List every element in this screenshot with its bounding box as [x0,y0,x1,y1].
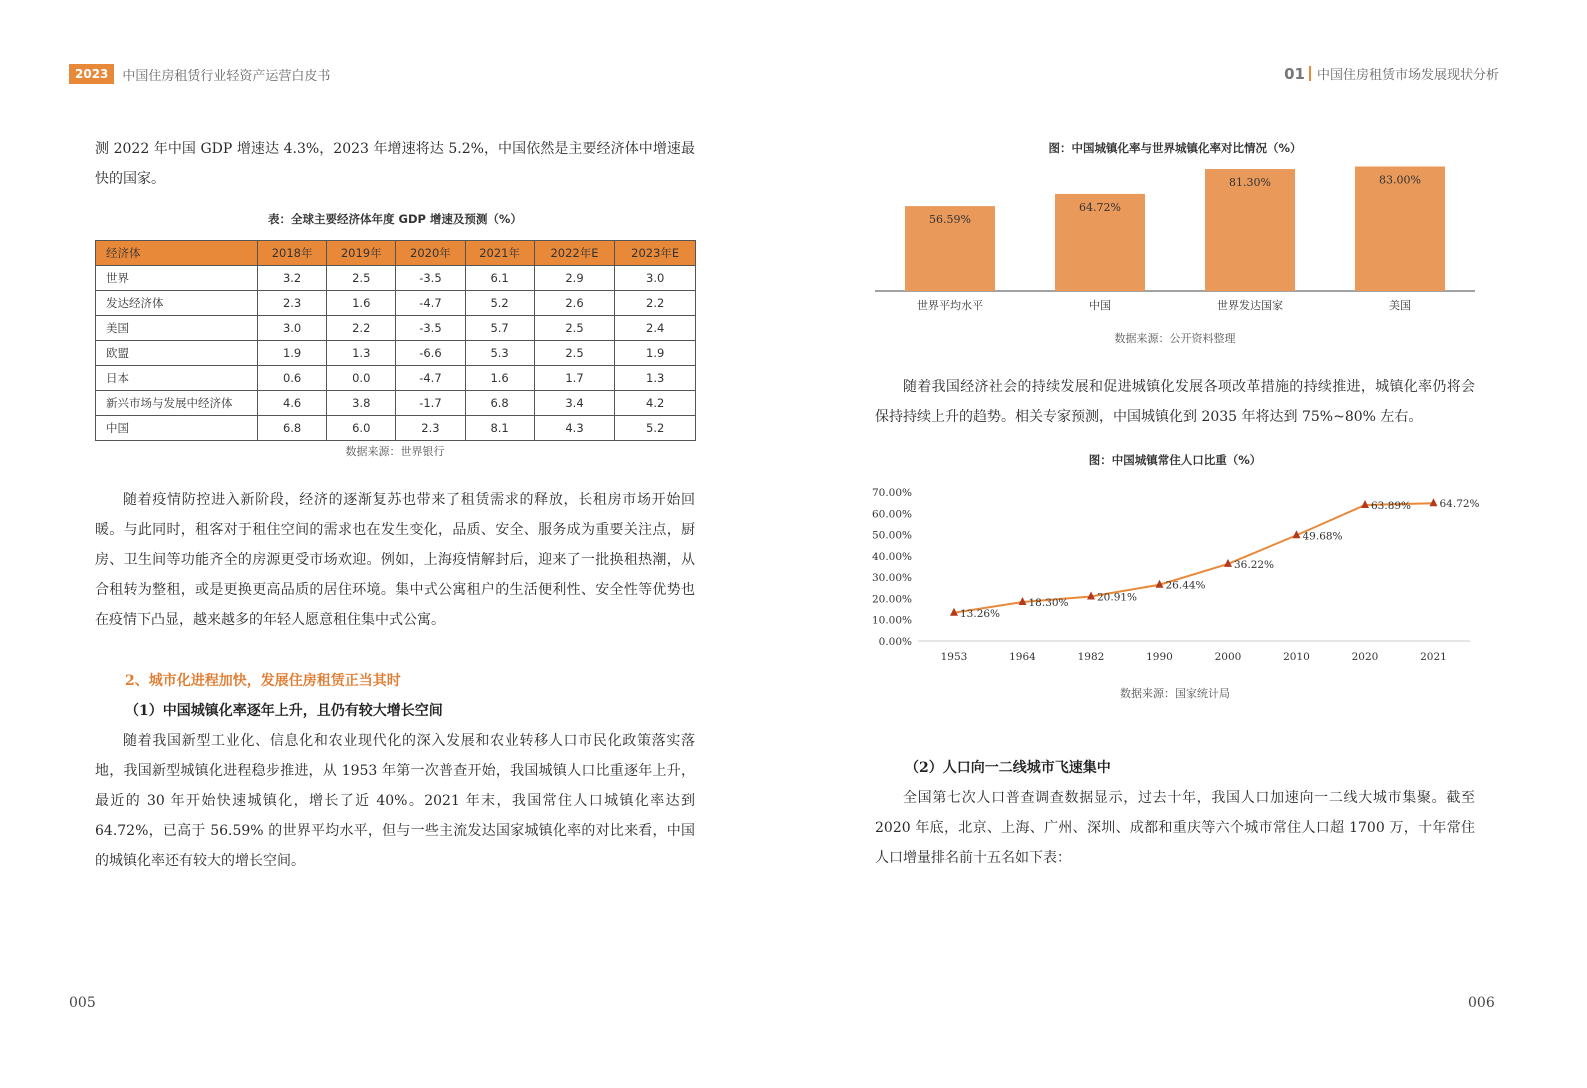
y-tick-label: 70.00% [871,487,912,499]
table-cell: -1.7 [396,391,465,416]
chart2-source: 数据来源：国家统计局 [1120,687,1230,700]
table-cell: 2.3 [396,416,465,441]
paragraph: 全国第七次人口普查调查数据显示，过去十年，我国人口加速向一二线大城市集聚。截至 2020 年底，北京、上海、广州、深圳、成都和重庆等六个城市常住人口超 1700 万，十年常住人口增量排名前十五名如下表： [875,790,1475,866]
chart1-source: 数据来源：公开资料整理 [1114,332,1236,345]
y-tick-label: 40.00% [871,550,912,563]
table-caption: 表：全球主要经济体年度 GDP 增速及预测（%） [268,212,522,226]
data-label: 49.68% [1302,530,1343,543]
table-header-row [96,241,696,266]
table-row [96,366,696,391]
table-cell: 5.7 [465,316,534,341]
x-tick-label: 1982 [1077,651,1105,663]
paragraph: 随着我国经济社会的持续发展和促进城镇化发展各项改革措施的持续推进，城镇化率仍将会保持持续上升的趋势。相关专家预测，中国城镇化到 2035 年将达到 75%~80% 左右。 [875,379,1475,425]
y-tick-label: 30.00% [871,572,912,585]
header-right [1284,64,1499,83]
table-cell: 0.0 [327,366,396,391]
table-cell: 2.3 [258,291,327,316]
x-tick-label: 1964 [1009,651,1036,663]
table-row [96,341,696,366]
table-cell: 1.9 [615,341,696,366]
table-cell: 1.7 [534,366,615,391]
table-cell: 2.4 [615,316,696,341]
x-tick-label: 1953 [940,651,968,663]
table-cell: 3.0 [615,266,696,291]
table-cell: 1.6 [465,366,534,391]
section-number: 01 [1284,64,1305,83]
table-cell: 美国 [96,316,258,341]
table-cell: 8.1 [465,416,534,441]
chart2-caption: 图：中国城镇常住人口比重（%） [1088,453,1262,467]
table-header-cell: 经济体 [96,241,258,266]
table-cell: 2.5 [327,266,396,291]
category-label: 中国 [1089,299,1111,312]
gdp-table [95,240,696,441]
table-cell: 5.3 [465,341,534,366]
section-heading: 2、城市化进程加快，发展住房租赁正当其时 [125,673,401,689]
sub-heading: （2）人口向一二线城市飞速集中 [905,760,1111,776]
table-cell: -4.7 [396,366,465,391]
data-label: 63.89% [1371,500,1412,513]
line-chart [860,478,1490,673]
table-cell: 4.2 [615,391,696,416]
left-page-intro [95,134,695,194]
table-cell: 2.5 [534,316,615,341]
header-left [69,64,330,84]
data-label: 83.00% [1379,173,1421,187]
table-cell: 2.6 [534,291,615,316]
table-cell: 2.2 [327,316,396,341]
y-tick-label: 10.00% [871,614,912,627]
table-cell: -3.5 [396,266,465,291]
x-tick-label: 2020 [1351,651,1379,663]
category-label: 世界发达国家 [1217,299,1283,312]
document-title: 中国住房租赁行业轻资产运营白皮书 [122,68,331,84]
table-cell: -6.6 [396,341,465,366]
table-row [96,391,696,416]
table-cell: 2.9 [534,266,615,291]
table-cell: 6.1 [465,266,534,291]
chart1-caption: 图：中国城镇化率与世界城镇化率对比情况（%） [1048,141,1302,155]
page-number-left: 005 [69,995,96,1011]
y-tick-label: 0.00% [878,636,912,648]
table-cell: 5.2 [615,416,696,441]
page-number-right: 006 [1468,995,1495,1011]
left-paragraph-3-wrap [95,726,695,876]
table-cell: 6.8 [258,416,327,441]
table-cell: 2.2 [615,291,696,316]
header-divider [1309,66,1311,81]
table-cell: 2.5 [534,341,615,366]
table-cell: 4.3 [534,416,615,441]
table-header-cell: 2018年 [258,241,327,266]
y-tick-label: 60.00% [871,508,912,521]
table-cell: 1.6 [327,291,396,316]
sub-heading-wrap [125,700,725,720]
data-point-marker [1430,498,1438,506]
data-label: 36.22% [1234,558,1275,571]
y-tick-label: 50.00% [871,529,912,542]
table-cell: 1.9 [258,341,327,366]
table-cell: 1.3 [615,366,696,391]
gdp-table-wrap [95,240,695,441]
table-cell: 0.6 [258,366,327,391]
data-label: 64.72% [1079,200,1121,214]
table-header-cell: 2021年 [465,241,534,266]
table-cell: 6.0 [327,416,396,441]
x-tick-label: 2000 [1214,651,1242,663]
right-sub-heading-wrap [905,757,1505,777]
table-row [96,291,696,316]
right-paragraph-1-wrap [875,372,1475,432]
table-source: 数据来源：世界银行 [345,445,445,458]
table-row [96,266,696,291]
table-cell: -4.7 [396,291,465,316]
table-row [96,316,696,341]
data-label: 18.30% [1028,597,1069,610]
paragraph: 随着疫情防控进入新阶段，经济的逐渐复苏也带来了租赁需求的释放，长租房市场开始回暖。与此同时，租客对于租住空间的需求也在发生变化，品质、安全、服务成为重要关注点，厨房、卫生间等功能齐全的房源更受市场欢迎。例如，上海疫情解封后，迎来了一批换租热潮，从合租转为整租，或是更换更高品质的居住环境。集中式公寓租户的生活便利性、安全性等优势也在疫情下凸显，越来越多的年轻人愿意租住集中式公寓。 [95,492,695,628]
bar-chart [870,160,1480,320]
table-cell: 日本 [96,366,258,391]
table-cell: 4.6 [258,391,327,416]
table-cell: 世界 [96,266,258,291]
y-tick-label: 20.00% [871,593,912,606]
table-cell: 6.8 [465,391,534,416]
table-cell: 3.8 [327,391,396,416]
right-paragraph-2-wrap [875,783,1475,873]
table-cell: 3.0 [258,316,327,341]
data-label: 26.44% [1165,579,1206,592]
table-cell: 3.4 [534,391,615,416]
intro-paragraph: 测 2022 年中国 GDP 增速达 4.3%，2023 年增速将达 5.2%，中国依然是主要经济体中增速最快的国家。 [95,141,695,187]
series-line [954,503,1434,613]
data-label: 64.72% [1439,498,1480,511]
left-paragraph-2-wrap [95,485,695,635]
section-heading-wrap [125,670,725,690]
table-header-cell: 2023年E [615,241,696,266]
table-cell: 3.2 [258,266,327,291]
paragraph: 随着我国新型工业化、信息化和农业现代化的深入发展和农业转移人口市民化政策落实落地，我国新型城镇化进程稳步推进，从 1953 年第一次普查开始，我国城镇人口比重逐年上升，最近的 30 年开始快速城镇化，增长了近 40%。2021 年末，我国常住人口城镇化率达到 64.72%，已高于 56.59% 的世界平均水平，但与一些主流发达国家城镇化率的对比来看，中国的城镇化率还有较大的增长空间。 [95,733,695,869]
table-cell: -3.5 [396,316,465,341]
category-label: 世界平均水平 [917,299,983,312]
data-label: 56.59% [929,213,971,227]
section-title: 中国住房租赁市场发展现状分析 [1316,68,1499,83]
table-cell: 发达经济体 [96,291,258,316]
year-badge: 2023 [69,64,114,84]
table-cell: 中国 [96,416,258,441]
table-cell: 5.2 [465,291,534,316]
table-cell: 新兴市场与发展中经济体 [96,391,258,416]
table-row [96,416,696,441]
x-tick-label: 2021 [1420,651,1447,663]
table-header-cell: 2022年E [534,241,615,266]
table-header-cell: 2019年 [327,241,396,266]
x-tick-label: 1990 [1146,651,1173,663]
data-label: 81.30% [1229,176,1271,190]
data-label: 13.26% [960,607,1001,620]
x-tick-label: 2010 [1283,651,1310,663]
category-label: 美国 [1389,299,1411,312]
table-header-cell: 2020年 [396,241,465,266]
table-cell: 1.3 [327,341,396,366]
table-cell: 欧盟 [96,341,258,366]
sub-heading: （1）中国城镇化率逐年上升，且仍有较大增长空间 [125,703,443,719]
data-label: 20.91% [1097,591,1138,604]
